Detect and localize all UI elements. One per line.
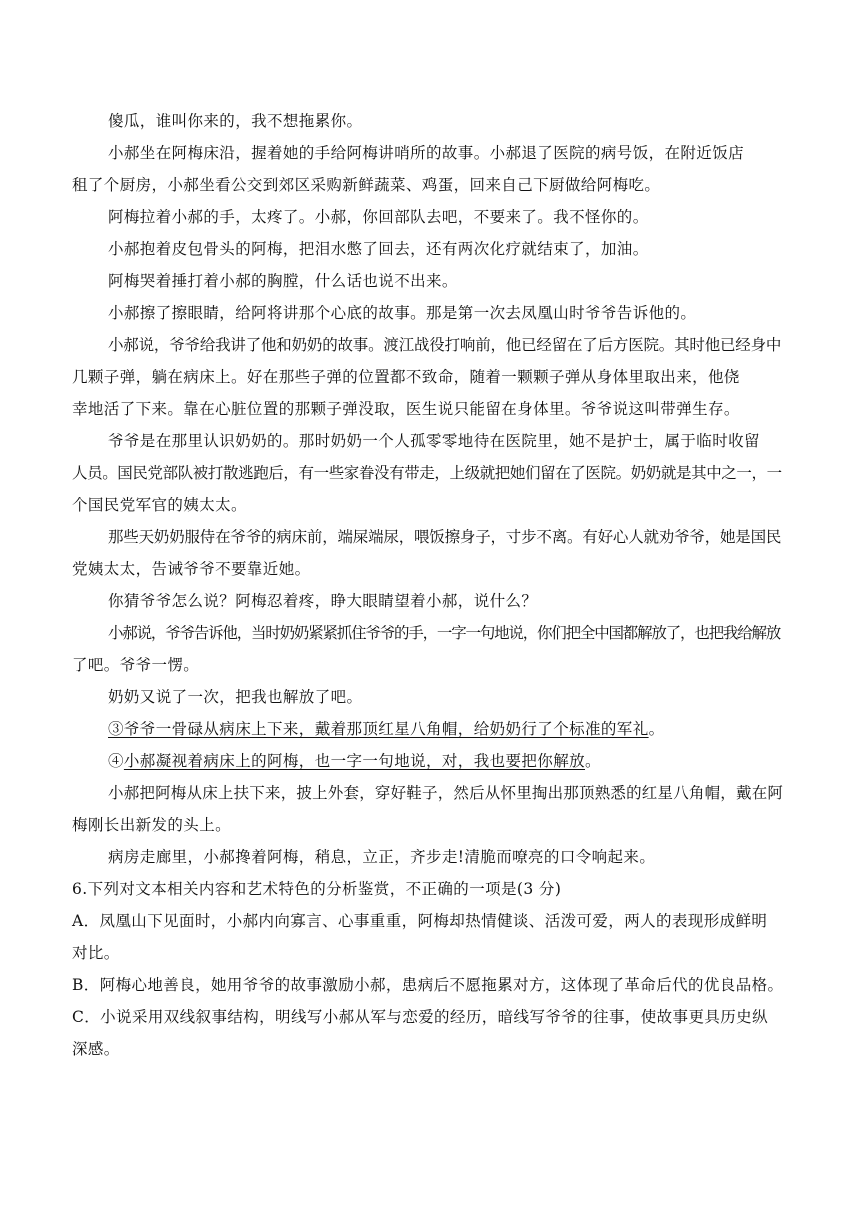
option-c: C．小说采用双线叙事结构，明线写小郝从军与恋爱的经历，暗线写爷爷的往事，使故事更具历史纵 [72,1008,768,1026]
paragraph-line: 小郝擦了擦眼睛，给阿将讲那个心底的故事。那是第一次去凤凰山时爷爷告诉他的。 [108,304,697,322]
paragraph-line: 傻瓜，谁叫你来的，我不想拖累你。 [108,112,363,130]
option-a: A．凤凰山下见面时，小郝内向寡言、心事重重，阿梅却热情健谈、活泼可爱，两人的表现形成鲜明 [72,912,768,930]
document-body [72,105,784,1065]
paragraph-line: 小郝抱着皮包骨头的阿梅，把泪水憋了回去，还有两次化疗就结束了，加油。 [108,240,649,258]
sentence-marker: ④ [108,752,124,770]
sentence-end: 。 [585,752,601,770]
paragraph-line: 小郝说，爷爷给我讲了他和奶奶的故事。渡江战役打响前，他已经留在了后方医院。其时他已经身中 [108,336,782,354]
paragraph-line: 阿梅哭着捶打着小郝的胸膛，什么话也说不出来。 [108,272,458,290]
paragraph-line: 小郝把阿梅从床上扶下来，披上外套，穿好鞋子，然后从怀里掏出那顶熟悉的红星八角帽，戴在阿 [108,784,784,802]
paragraph-line: 阿梅拉着小郝的手，太疼了。小郝，你回部队去吧，不要来了。我不怪你的。 [108,208,649,226]
paragraph-line: 人员。国民党部队被打散逃跑后，有一些家眷没有带走，上级就把她们留在了医院。奶奶就是其中之一，一 [72,464,782,482]
option-a-continued: 对比。 [72,944,120,962]
paragraph-line: 个国民党军官的姨太太。 [72,496,247,514]
paragraph-line: 那些天奶奶服侍在爷爷的病床前，端屎端尿，喂饭擦身子，寸步不离。有好心人就劝爷爷，她是国民 [108,528,782,546]
option-b: B．阿梅心地善良，她用爷爷的故事激励小郝，患病后不愿拖累对方，这体现了革命后代的优良品格。 [72,976,784,994]
question-stem: 6.下列对文本相关内容和艺术特色的分析鉴赏，不正确的一项是(3 分) [72,880,562,898]
underlined-text: ③爷爷一骨碌从病床上下来，戴着那顶红星八角帽，给奶奶行了个标准的军礼 [108,720,649,738]
paragraph-line: 小郝坐在阿梅床沿，握着她的手给阿梅讲哨所的故事。小郝退了医院的病号饭，在附近饭店 [108,144,745,162]
paragraph-line: 了吧。爷爷一愣。 [72,656,200,674]
paragraph-line: 租了个厨房，小郝坐看公交到郊区采购新鲜蔬菜、鸡蛋，回来自己下厨做给阿梅吃。 [72,176,661,194]
underlined-text: 小郝凝视着病床上的阿梅，也一字一句地说，对，我也要把你解放 [123,752,586,770]
paragraph-line: 你猜爷爷怎么说？阿梅忍着疼，睁大眼睛望着小郝，说什么？ [108,592,538,610]
sentence-end: 。 [648,720,665,738]
paragraph-line: 奶奶又说了一次，把我也解放了吧。 [108,688,363,706]
option-c-continued: 深感。 [72,1040,120,1058]
paragraph-line: 幸地活了下来。靠在心脏位置的那颗子弹没取，医生说只能留在身体里。爷爷说这叫带弹生存。 [72,400,740,418]
underlined-sentence-3 [72,713,784,745]
paragraph-line: 爷爷是在那里认识奶奶的。那时奶奶一个人孤零零地待在医院里，她不是护士，属于临时收留 [108,432,760,450]
underlined-sentence-4 [72,745,784,777]
paragraph-line: 几颗子弹，躺在病床上。好在那些子弹的位置都不致命，随着一颗颗子弹从身体里取出来，他侥 [72,368,740,386]
paragraph-line: 梅刚长出新发的头上。 [72,816,232,834]
paragraph-line: 党姨太太，告诫爷爷不要靠近她。 [72,560,311,578]
paragraph-line: 小郝说，爷爷告诉他，当时奶奶紧紧抓住爷爷的手，一字一句地说，你们把全中国都解放了，也把我给解放 [108,624,781,642]
paragraph-line: 病房走廊里，小郝搀着阿梅，稍息，立正，齐步走!清脆而嘹亮的口令响起来。 [108,848,656,866]
